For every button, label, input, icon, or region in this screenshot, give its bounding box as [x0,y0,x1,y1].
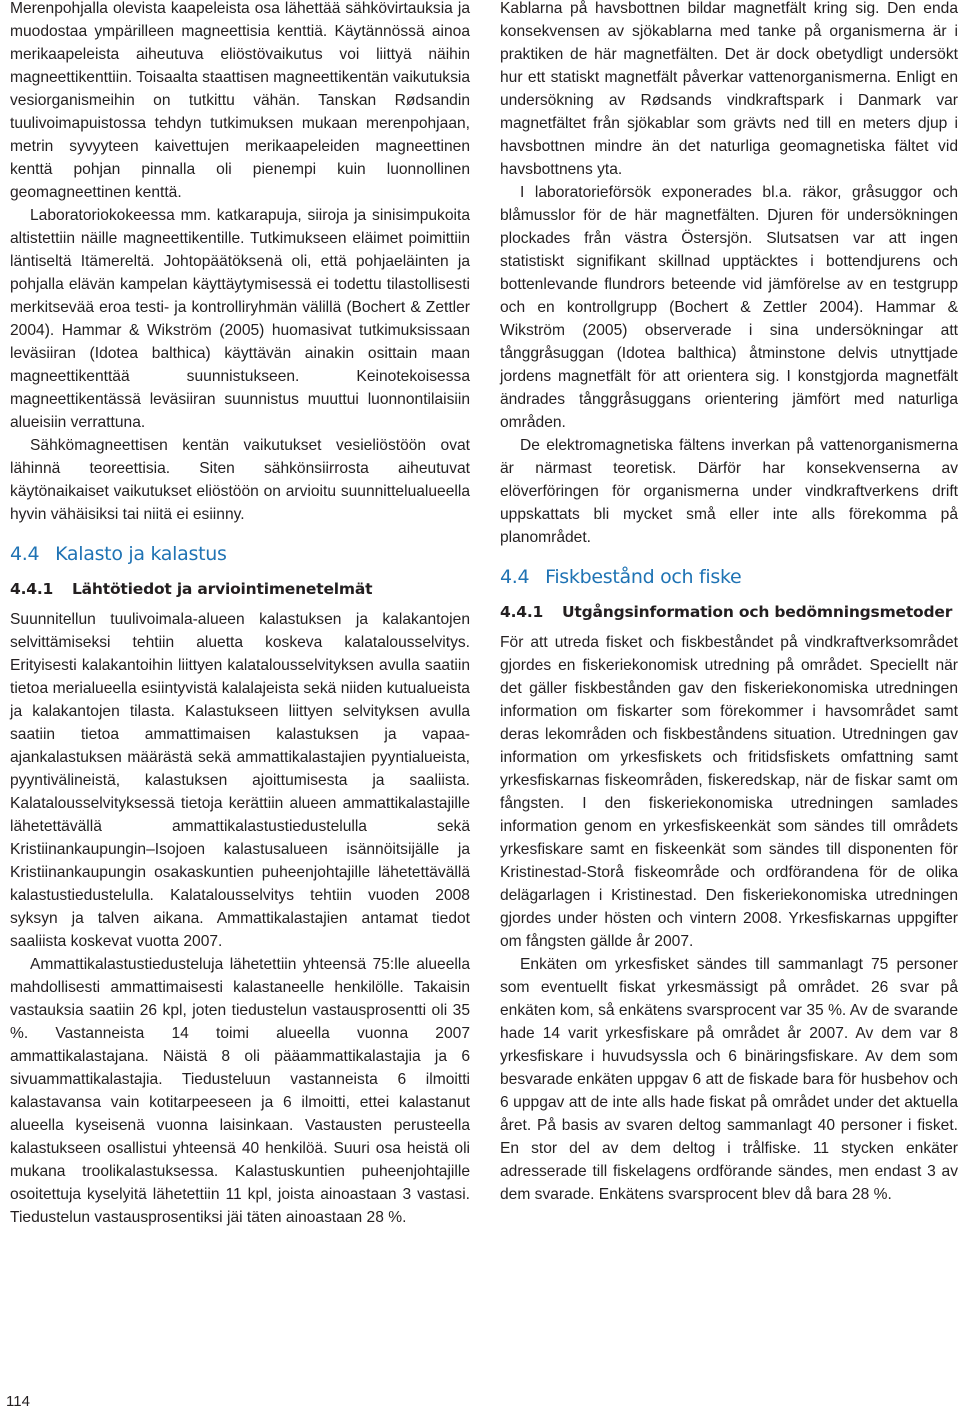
right-paragraph-5: Enkäten om yrkesfisket sändes till sammanlagt 75 personer som eventuellt fiskat yrkesmässigt på området. 26 svar på enkäten kom, så enkätens svarsprocent var 35 %. Av de svarande hade 14 varit yrkesfiskare på området år 2007. Av dem var 8 yrkesfiskare i huvudsyssla och 6 binäringsfiskare. Av dem som besvarade enkäten uppgav 6 att de fiskade bara för husbehov och 6 uppgav att de inte alls hade fiskat på området under det aktuella året. På basis av svaren deltog sammanlagt 40 personer i fisket. En stor del av dem deltog i trålfiske. 11 stycken enkäter adresserade till fiskelagens ordförande sändes, men endast 3 av dem svarade. Enkätens svarsprocent blev då bara 28 %. [500,956,958,1203]
left-paragraph-4: Suunnitellun tuulivoimala-alueen kalastuksen ja kalakantojen selvittämiseksi tehtiin aluetta koskeva kalatalousselvitys. Erityisesti kalakantoihin liittyen kalatalousselvityksen avulla saatiin tietoa merialueella esiintyvistä kalalajeista sekä niiden kutualueista ja kalakantojen tilasta. Kalastukseen liittyen selvityksen avulla saatiin tietoa ammattimaisen kalastuksen ja vapaa-ajankalastuksen määrästä sekä ammattikalastajien pyyntialueista, pyyntivälineistä, kalastuksen ajoittumisesta ja saaliista. Kalatalousselvityksessä tietoja kerättiin alueen ammattikalastajille lähetettävällä ammattikalastustiedustelulla sekä Kristiinankaupungin–Isojoen kalastusalueen isännöitsijälle ja Kristiinankaupungin osakaskuntien puheenjohtajille lähetettävällä kalastustiedustelulla. Kalatalousselvitys tehtiin vuoden 2008 syksyn ja talven aikana. Ammattikalastajien antamat tiedot saaliista koskevat vuotta 2007. [10,611,470,950]
left-subsection-heading [10,578,470,600]
left-subsection-title: Lähtötiedot ja arviointimenetelmät [72,580,373,598]
left-section-title: Kalasto ja kalastus [55,543,227,565]
page-number: 114 [6,1393,30,1410]
left-subsection-number: 4.4.1 [10,580,54,598]
right-subsection-title: Utgångsinformation och bedömningsmetoder [562,603,953,621]
right-column-swedish [500,0,958,1206]
left-section-number: 4.4 [10,543,40,565]
left-paragraph-1: Merenpohjalla olevista kaapeleista osa lähettää sähkövirtauksia ja muodostaa ympärilleen magneettisia kenttiä. Käytännössä ainoa merikaapeleista aiheutuva eliöstövaikutus voi liittyä näihin magneettikenttiin. Toisaalta staattisen magneettikentän vaikutuksia vesiorganismeihin on tutkittu vähän. Tanskan Rødsandin tuulivoimapuistossa tehdyn tutkimuksen mukaan merenpohjaan, metrin syvyyteen kaivettujen merikaapeleiden magneettinen kenttä pohjan pinnalla oli pienempi kuin luonnollinen geomagneettinen kenttä. [10,0,470,201]
right-paragraph-3: De elektromagnetiska fältens inverkan på vattenorganismerna är närmast teoretisk. Därför har konsekvenserna av elöverföringen för organismerna under vindkraftverkens drift uppskattats bli mycket små eller inte alls förekomma på planområdet. [500,437,958,546]
right-section-number: 4.4 [500,566,530,588]
right-paragraph-2: I laboratorieförsök exponerades bl.a. räkor, gråsuggor och blåmusslor för de här magnetfälten. Djuren för undersökningen plockades från västra Östersjön. Slutsatsen var att ingen statistiskt signifikant skillnad upptäcktes i bottendjurens och bottenlevande flundrors beteende vid jämförelse av en testgrupp och en kontrollgrupp (Bochert & Zettler 2004). Hammar & Wikström (2005) observerade i sina undersökningar att tånggråsuggan (Idotea balthica) åtminstone delvis utnyttjade jordens magnetfält för att orientera sig. I konstgjorda magnetfält ändrades tånggråsuggans orientering jämfört med naturliga områden. [500,184,958,431]
left-paragraph-3: Sähkömagneettisen kentän vaikutukset vesieliöstöön ovat lähinnä teoreettisia. Siten sähkönsiirrosta aiheutuvat käytönaikaiset vaikutukset eliöstöön on arvioitu suunnittelualueella hyvin vähäisiksi tai niitä ei esiinny. [10,437,470,523]
right-subsection-number: 4.4.1 [500,603,544,621]
right-paragraph-1: Kablarna på havsbottnen bildar magnetfält kring sig. Den enda konsekvensen av sjökablarna med tanke på organismerna är i praktiken de här magnetfälten. Det är dock obetydligt undersökt hur ett statiskt magnetfält påverkar vattenorganismerna. Enligt en undersökning av Rødsands vindkraftspark i Danmark var magnetfältet från sjökablar som grävts ned till en meters djup i havsbottnen mindre än det naturliga geomagnetiska fältet vid havsbottnens yta. [500,0,958,178]
right-section-title: Fiskbestånd och fiske [545,566,742,588]
left-section-heading [10,542,470,566]
right-section-heading [500,565,958,589]
right-subsection-heading [500,601,958,623]
left-column-finnish [10,0,470,1229]
left-paragraph-5: Ammattikalastustiedusteluja lähetettiin yhteensä 75:lle alueella mahdollisesti ammattimaisesti kalastaneelle henkilölle. Takaisin vastauksia saatiin 26 kpl, joten tiedustelun vastausprosentti oli 35 %. Vastanneista 14 toimi alueella vuonna 2007 ammattikalastajana. Näistä 8 oli pääammattikalastajia ja 6 sivuammattikalastajia. Tiedusteluun vastanneista 6 ilmoitti kalastavansa vain kotitarpeeseen ja 6 ilmoitti, ettei kalastanut alueella kyseisenä vuonna laisinkaan. Vastausten perusteella kalastukseen osallistui yhteensä 40 henkilöä. Suuri osa heistä oli mukana troolikalastuksessa. Kalastuskuntien puheenjohtajille osoitettuja kyselyitä lähetettiin 11 kpl, joista ainoastaan 3 vastasi. Tiedustelun vastausprosentiksi jäi täten ainoastaan 28 %. [10,956,470,1226]
left-paragraph-2: Laboratoriokokeessa mm. katkarapuja, siiroja ja sinisimpukoita altistettiin näille magneettikentille. Tutkimukseen eläimet poimittiin läntiseltä Itämereltä. Johtopäätöksenä oli, että pohjaeläinten ja pohjalla elävän kampelan käyttäytymisessä ei todettu tilastollisesti merkitsevää eroa testi- ja kontrolliryhmän välillä (Bochert & Zettler 2004). Hammar & Wikström (2005) huomasivat tutkimuksissaan leväsiiran (Idotea balthica) käyttävän ainakin osittain maan magneettikenttää suunnistukseen. Keinotekoisessa magneettikentässä leväsiiran suunnistus muuttui luonnontilaisiin alueisiin verrattuna. [10,207,470,431]
right-paragraph-4: För att utreda fisket och fiskbeståndet på vindkraftverksområdet gjordes en fiskeriekonomisk utredning på området. Speciellt när det gäller fiskbestånden gav den fiskeriekonomiska utredningen information om fiskarter som förekommer i havsområdet samt deras lekområden och fiskbeståndens situation. Utredningen gav information om yrkesfiskets och fritidsfiskets omfattning samt yrkesfiskarnas fiskeområden, fiskeredskap, när de fiskar samt om fångsten. I den fiskeriekonomiska utredningen samlades information genom en yrkesfiskeenkät som sändes till områdets yrkesfiskare samt en fiskeenkät som sändes till disponenten för Kristinestad-Storå fiskeområde och ordförandena för de olika delägarlagen i Kristinestad. Den fiskeriekonomiska utredningen gjordes under hösten och vintern 2008. Yrkesfiskarnas uppgifter om fångsten gällde år 2007. [500,634,958,950]
